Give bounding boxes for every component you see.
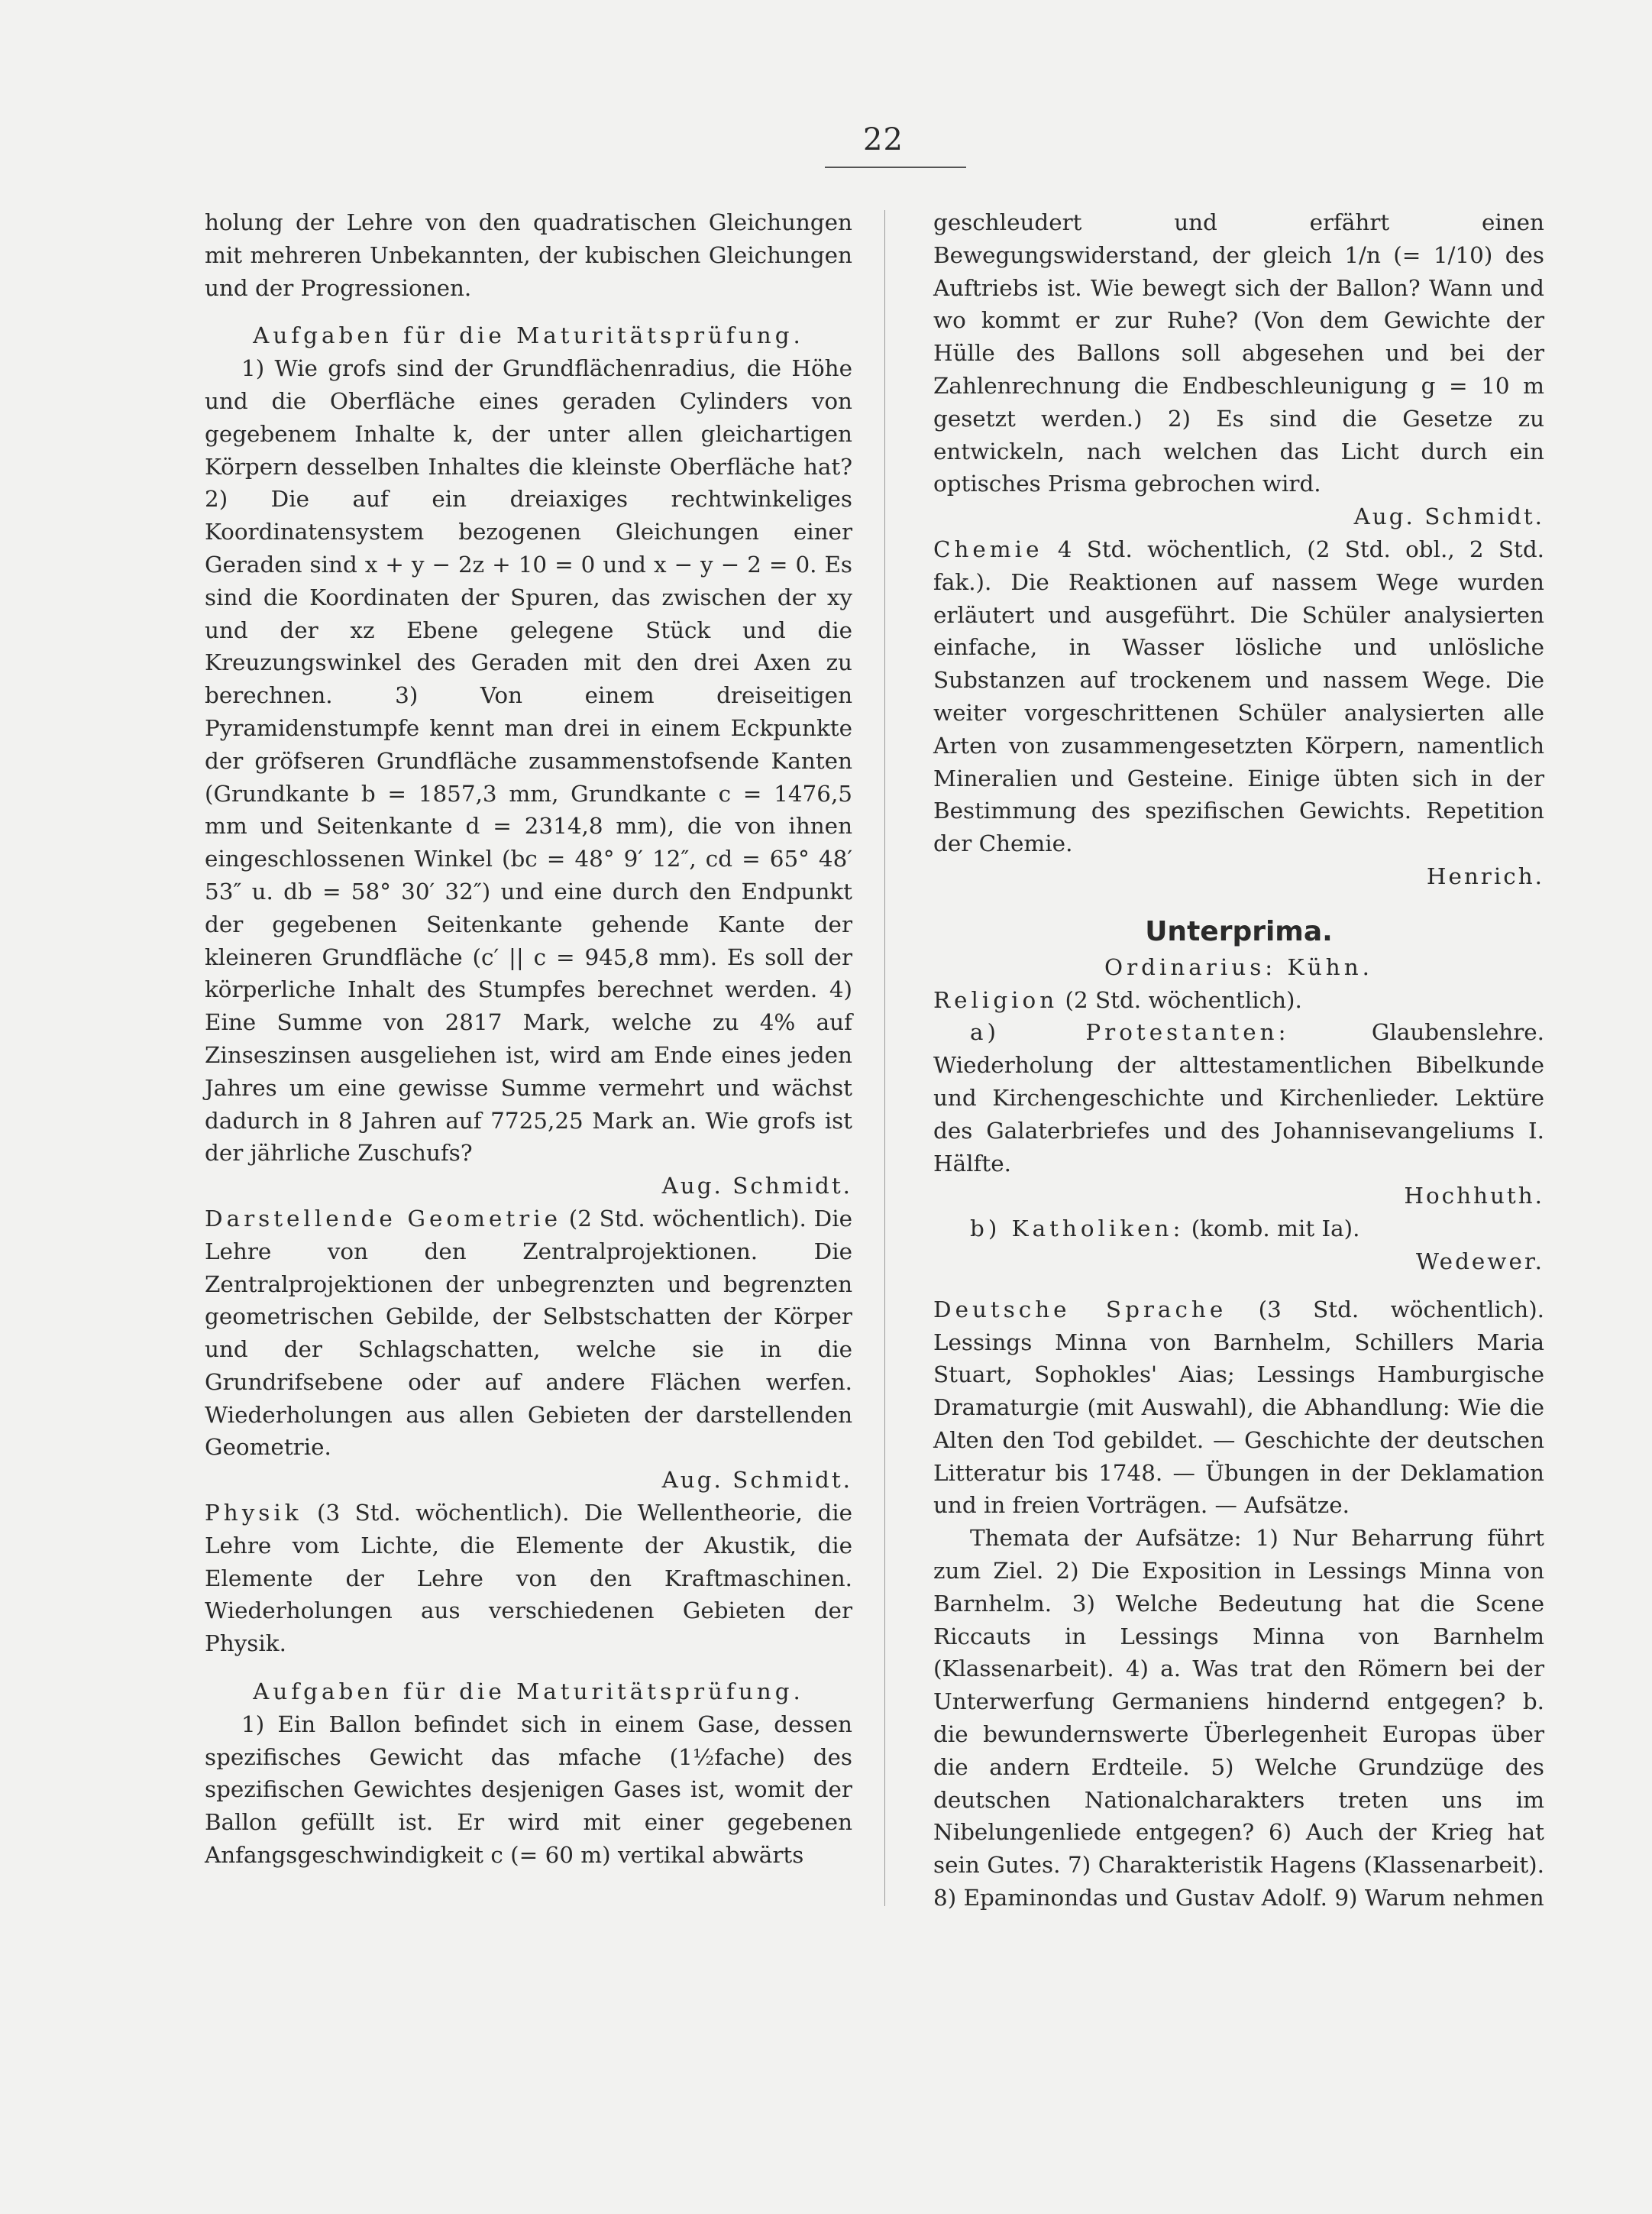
religion-text: (2 Std. wöchentlich). [1058, 986, 1302, 1013]
religion-heading: Religion [933, 986, 1059, 1013]
religion-paragraph [933, 984, 1544, 1017]
darstellende-geometrie-paragraph [205, 1202, 852, 1464]
physik-text: (3 Std. wöchentlich). Die Wellentheorie, die Lehre vom Lichte, die Elemente der Akustik, die Elemente der Lehre von den Kraftmaschinen. Wiederholungen aus verschiedenen Gebieten der Physik. [205, 1500, 852, 1657]
darstellende-geometrie-heading: Darstellende Geometrie [205, 1205, 561, 1232]
page-number: 22 [863, 122, 904, 157]
signature-schmidt-3: Aug. Schmidt. [1353, 503, 1544, 530]
katholiken-paragraph [933, 1212, 1544, 1245]
protestanten-paragraph [933, 1016, 1544, 1180]
protestanten-heading: a) Protestanten: [970, 1019, 1290, 1046]
signature-wedewer: Wedewer. [1415, 1248, 1544, 1274]
signature-henrich: Henrich. [1426, 863, 1544, 889]
aufgaben-heading-1: Aufgaben für die Maturitätsprüfung. [253, 322, 804, 349]
chemie-heading: Chemie [933, 536, 1043, 562]
protestanten-text: Glaubenslehre. Wiederholung der alttestamentlichen Bibelkunde und Kirchengeschichte und Kirchenlieder. Lektüre des Galaterbriefes und des Johannisevangeliums I. Hälfte. [933, 1019, 1544, 1177]
left-intro-paragraph: holung der Lehre von den quadratischen Gleichungen mit mehreren Unbekannten, der kubischen Gleichungen und der Progressionen. [205, 209, 852, 301]
deutsche-sprache-text: (3 Std. wöchentlich). Lessings Minna von Barnhelm, Schillers Maria Stuart, Sophokles' Aias; Lessings Hamburgische Dramaturgie (mit Auswahl), die Abhandlung: Wie die Alten den Tod gebildet. — Geschichte der deutschen Litteratur bis 1748. — Übungen in der Deklamation und in freien Vorträgen. — Aufsätze. [933, 1296, 1544, 1519]
aufgaben-heading-2: Aufgaben für die Maturitätsprüfung. [253, 1678, 804, 1705]
darstellende-geometrie-text: (2 Std. wöchentlich). Die Lehre von den Zentralprojektionen. Die Zentralprojektionen der unbegrenzten und begrenzten geometrischen Gebilde, der Selbstschatten der Körper und der Schlagschatten, welche sie in die Grundrifsebene oder auf andere Flächen werfen. Wiederholungen aus allen Gebieten der darstellenden Geometrie. [205, 1205, 853, 1461]
themata-paragraph: Themata der Aufsätze: 1) Nur Beharrung führt zum Ziel. 2) Die Exposition in Lessings Minna von Barnhelm. 3) Welche Bedeutung hat die Scene Riccauts in Lessings Minna von Barnhelm (Klassenarbeit). 4) a. Was trat den Römern bei der Unterwerfung Germaniens hindernd entgegen? b. die bewundernswerte Überlegenheit Europas über die andern Erdteile. 5) Welche Grundzüge des deutschen Nationalcharakters treten uns im Nibelungenliede entgegen? 6) Auch der Krieg hat sein Gutes. 7) Charakteristik Hagens (Klassenarbeit). 8) Epaminondas und Gustav Adolf. 9) Warum nehmen [933, 1525, 1544, 1911]
signature-schmidt-1: Aug. Schmidt. [661, 1173, 852, 1199]
chemie-paragraph [933, 533, 1544, 860]
katholiken-heading: b) Katholiken: [970, 1215, 1185, 1242]
deutsche-sprache-heading: Deutsche Sprache [933, 1296, 1227, 1322]
ordinarius-line: Ordinarius: Kühn. [1104, 953, 1373, 980]
column-divider [884, 210, 885, 1906]
right-continuation-paragraph: geschleudert und erfährt einen Bewegungswiderstand, der gleich 1/n (= 1/10) des Auftriebs ist. Wie bewegt sich der Ballon? Wann und wo kommt er zur Ruhe? (Von dem Gewichte der Hülle des Ballons soll abgesehen und bei der Zahlenrechnung die Endbeschleunigung g = 10 m gesetzt werden.) 2) Es sind die Gesetze zu entwickeln, nach welchen das Licht durch ein optisches Prisma gebrochen wird. [933, 209, 1544, 497]
left-column [205, 206, 852, 1872]
physik-paragraph [205, 1497, 852, 1660]
physik-heading: Physik [205, 1500, 302, 1526]
signature-schmidt-2: Aug. Schmidt. [661, 1467, 852, 1494]
right-column [933, 206, 1544, 1915]
page-number-rule [825, 167, 966, 168]
deutsche-sprache-paragraph [933, 1293, 1544, 1523]
aufgaben-text-1: 1) Wie grofs sind der Grundflächenradius, die Höhe und die Oberfläche eines geraden Cylinders von gegebenem Inhalte k, der unter allen gleichartigen Körpern desselben Inhaltes die kleinste Oberfläche hat? 2) Die auf ein dreiaxiges rechtwinkeliges Koordinatensystem bezogenen Gleichungen einer Geraden sind x + y − 2z + 10 = 0 und x − y − 2 = 0. Es sind die Koordinaten der Spuren, das zwischen der xy und der xz Ebene gelegene Stück und die Kreuzungswinkel des Geraden mit den drei Axen zu berechnen. 3) Von einem dreiseitigen Pyramidenstumpfe kennt man drei in einem Eckpunkte der gröfseren Grundfläche zusammenstofsende Kanten (Grundkante b = 1857,3 mm, Grundkante c = 1476,5 mm und Seitenkante d = 2314,8 mm), die von ihnen eingeschlossenen Winkel (bc = 48° 9′ 12″, cd = 65° 48′ 53″ u. db = 58° 30′ 32″) und eine durch den Endpunkt der gegebenen Seitenkante gehende Kante der kleineren Grundfläche (c′ || c = 945,8 mm). Es soll der körperliche Inhalt des Stumpfes berechnet werden. 4) Eine Summe von 2817 Mark, welche zu 4% auf Zinseszinsen ausgeliehen ist, wird am Ende eines jeden Jahres um eine gewisse Summe vermehrt und wächst dadurch in 8 Jahren auf 7725,25 Mark an. Wie grofs ist der jährliche Zuschufs? [205, 355, 852, 1167]
katholiken-text: (komb. mit Ia). [1184, 1215, 1360, 1242]
signature-hochhuth: Hochhuth. [1404, 1183, 1544, 1209]
chemie-text: 4 Std. wöchentlich, (2 Std. obl., 2 Std. fak.). Die Reaktionen auf nassem Wege wurden erläutert und ausgeführt. Die Schüler analysierten einfache, in Wasser lösliche und unlösliche Substanzen auf trockenem und nassem Wege. Die weiter vorgeschrittenen Schüler analysierten alle Arten von zusammengesetzten Körpern, namentlich Mineralien und Gesteine. Einige übten sich in der Bestimmung des spezifischen Gewichts. Repetition der Chemie. [933, 536, 1544, 857]
aufgaben-text-2: 1) Ein Ballon befindet sich in einem Gase, dessen spezifisches Gewicht das mfache (1½fache) des spezifischen Gewichtes desjenigen Gases ist, womit der Ballon gefüllt ist. Er wird mit einer gegebenen Anfangsgeschwindigkeit c (= 60 m) vertikal abwärts [205, 1711, 852, 1869]
unterprima-heading: Unterprima. [1145, 915, 1333, 947]
